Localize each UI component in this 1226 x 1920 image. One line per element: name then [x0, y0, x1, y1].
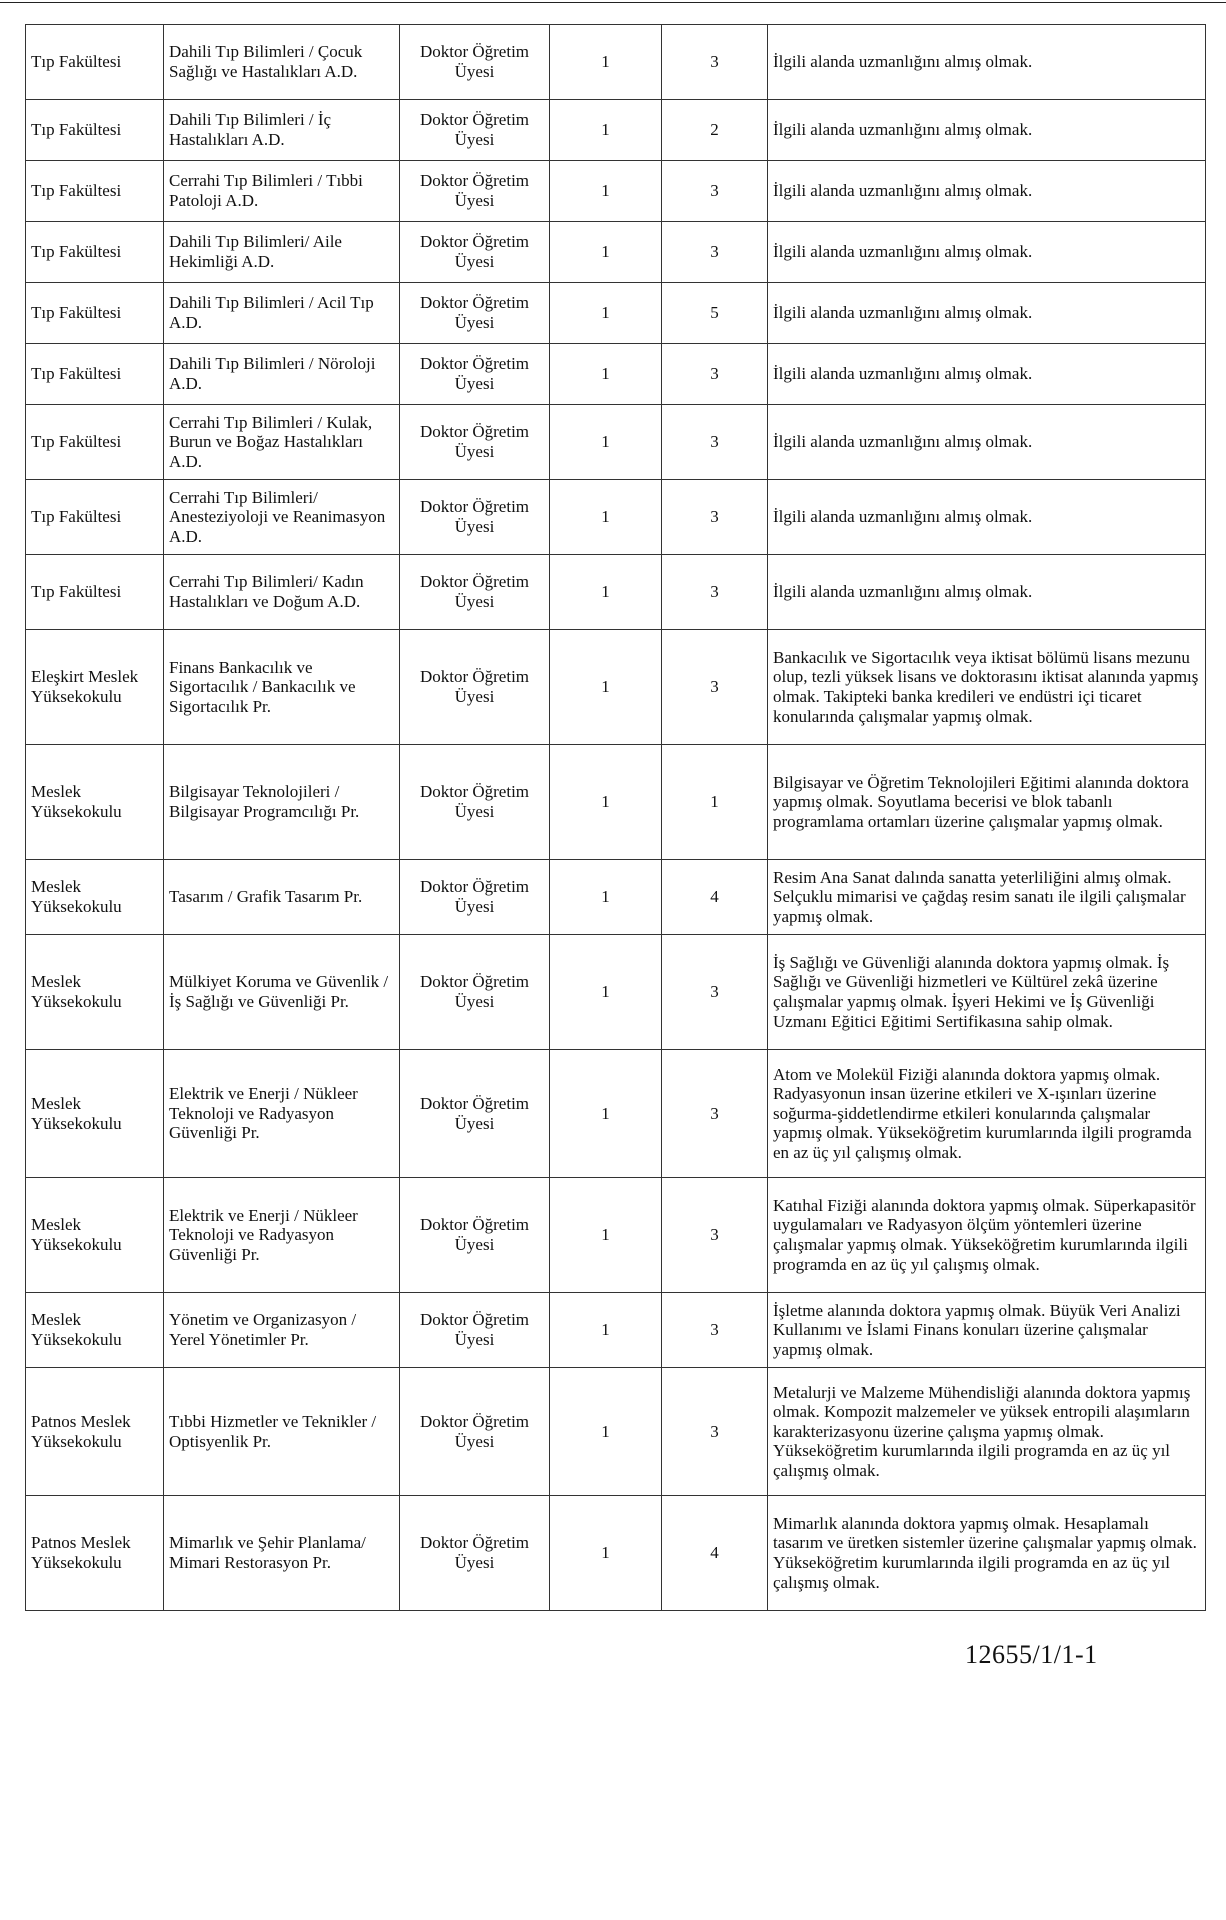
requirement-cell: Bilgisayar ve Öğretim Teknolojileri Eğitimi alanında doktora yapmış olmak. Soyutlama becerisi ve blok tabanlı programlama ortamları üzerine çalışmalar yapmış olmak. — [768, 745, 1206, 860]
faculty-cell: Meslek Yüksekokulu — [26, 860, 164, 935]
faculty-cell: Eleşkirt Meslek Yüksekokulu — [26, 630, 164, 745]
department-cell: Cerrahi Tıp Bilimleri/ Kadın Hastalıkları ve Doğum A.D. — [164, 555, 400, 630]
requirement-cell: İlgili alanda uzmanlığını almış olmak. — [768, 344, 1206, 405]
department-cell: Dahili Tıp Bilimleri / İç Hastalıkları A.D. — [164, 100, 400, 161]
requirement-cell: İlgili alanda uzmanlığını almış olmak. — [768, 100, 1206, 161]
kadro-cell: 3 — [662, 1050, 768, 1178]
kadro-cell: 3 — [662, 161, 768, 222]
table-row — [26, 161, 1206, 222]
count-cell: 1 — [550, 630, 662, 745]
faculty-cell: Tıp Fakültesi — [26, 222, 164, 283]
count-cell: 1 — [550, 100, 662, 161]
faculty-cell: Tıp Fakültesi — [26, 161, 164, 222]
department-cell: Tasarım / Grafik Tasarım Pr. — [164, 860, 400, 935]
count-cell: 1 — [550, 860, 662, 935]
faculty-cell: Tıp Fakültesi — [26, 555, 164, 630]
count-cell: 1 — [550, 480, 662, 555]
table-row — [26, 935, 1206, 1050]
count-cell: 1 — [550, 1368, 662, 1496]
table-row — [26, 480, 1206, 555]
title-cell: Doktor Öğretim Üyesi — [400, 161, 550, 222]
count-cell: 1 — [550, 161, 662, 222]
faculty-cell: Patnos Meslek Yüksekokulu — [26, 1368, 164, 1496]
faculty-cell: Tıp Fakültesi — [26, 480, 164, 555]
requirement-cell: Metalurji ve Malzeme Mühendisliği alanında doktora yapmış olmak. Kompozit malzemeler ve yüksek entropili alaşımların karakterizasyonu üzerine çalışma yapmış olmak. Yükseköğretim kurumlarında ilgili programda en az üç yıl çalışmış olmak. — [768, 1368, 1206, 1496]
table-row — [26, 1050, 1206, 1178]
title-cell: Doktor Öğretim Üyesi — [400, 745, 550, 860]
table-row — [26, 100, 1206, 161]
table-row — [26, 860, 1206, 935]
table-row — [26, 1496, 1206, 1611]
requirement-cell: İlgili alanda uzmanlığını almış olmak. — [768, 222, 1206, 283]
count-cell: 1 — [550, 745, 662, 860]
faculty-cell: Tıp Fakültesi — [26, 344, 164, 405]
kadro-cell: 4 — [662, 860, 768, 935]
department-cell: Mimarlık ve Şehir Planlama/ Mimari Restorasyon Pr. — [164, 1496, 400, 1611]
title-cell: Doktor Öğretim Üyesi — [400, 935, 550, 1050]
kadro-cell: 5 — [662, 283, 768, 344]
count-cell: 1 — [550, 222, 662, 283]
requirement-cell: Bankacılık ve Sigortacılık veya iktisat bölümü lisans mezunu olup, tezli yüksek lisans ve doktorasını iktisat alanında yapmış olmak. Takipteki banka kredileri ve endüstri içi ticaret konularında çalışmalar yapmış olmak. — [768, 630, 1206, 745]
count-cell: 1 — [550, 935, 662, 1050]
requirement-cell: İşletme alanında doktora yapmış olmak. Büyük Veri Analizi Kullanımı ve İslami Finans konuları üzerine çalışmalar yapmış olmak. — [768, 1293, 1206, 1368]
department-cell: Elektrik ve Enerji / Nükleer Teknoloji ve Radyasyon Güvenliği Pr. — [164, 1178, 400, 1293]
title-cell: Doktor Öğretim Üyesi — [400, 555, 550, 630]
position-table — [25, 24, 1206, 1611]
department-cell: Dahili Tıp Bilimleri / Nöroloji A.D. — [164, 344, 400, 405]
count-cell: 1 — [550, 1496, 662, 1611]
department-cell: Bilgisayar Teknolojileri / Bilgisayar Programcılığı Pr. — [164, 745, 400, 860]
requirement-cell: İlgili alanda uzmanlığını almış olmak. — [768, 480, 1206, 555]
requirement-cell: İlgili alanda uzmanlığını almış olmak. — [768, 405, 1206, 480]
table-row — [26, 405, 1206, 480]
faculty-cell: Patnos Meslek Yüksekokulu — [26, 1496, 164, 1611]
count-cell: 1 — [550, 1178, 662, 1293]
table-row — [26, 1178, 1206, 1293]
faculty-cell: Tıp Fakültesi — [26, 405, 164, 480]
requirement-cell: İlgili alanda uzmanlığını almış olmak. — [768, 555, 1206, 630]
department-cell: Mülkiyet Koruma ve Güvenlik / İş Sağlığı ve Güvenliği Pr. — [164, 935, 400, 1050]
requirement-cell: İlgili alanda uzmanlığını almış olmak. — [768, 283, 1206, 344]
kadro-cell: 3 — [662, 1178, 768, 1293]
faculty-cell: Meslek Yüksekokulu — [26, 745, 164, 860]
faculty-cell: Tıp Fakültesi — [26, 283, 164, 344]
faculty-cell: Tıp Fakültesi — [26, 100, 164, 161]
kadro-cell: 3 — [662, 25, 768, 100]
department-cell: Dahili Tıp Bilimleri/ Aile Hekimliği A.D. — [164, 222, 400, 283]
top-rule — [0, 2, 1226, 3]
table-row — [26, 344, 1206, 405]
department-cell: Dahili Tıp Bilimleri / Acil Tıp A.D. — [164, 283, 400, 344]
department-cell: Cerrahi Tıp Bilimleri/ Anesteziyoloji ve Reanimasyon A.D. — [164, 480, 400, 555]
table-row — [26, 630, 1206, 745]
title-cell: Doktor Öğretim Üyesi — [400, 860, 550, 935]
title-cell: Doktor Öğretim Üyesi — [400, 480, 550, 555]
count-cell: 1 — [550, 283, 662, 344]
requirement-cell: Atom ve Molekül Fiziği alanında doktora yapmış olmak. Radyasyonun insan üzerine etkileri ve X-ışınları üzerine soğurma-şiddetlendirme etkileri konularında çalışmalar yapmış olmak. Yükseköğretim kurumlarında ilgili programda en az üç yıl çalışmış olmak. — [768, 1050, 1206, 1178]
count-cell: 1 — [550, 1293, 662, 1368]
count-cell: 1 — [550, 344, 662, 405]
title-cell: Doktor Öğretim Üyesi — [400, 405, 550, 480]
requirement-cell: İş Sağlığı ve Güvenliği alanında doktora yapmış olmak. İş Sağlığı ve Güvenliği hizmetleri ve Kültürel zekâ üzerine çalışmalar yapmış olmak. İşyeri Hekimi ve İş Güvenliği Uzmanı Eğitici Eğitimi Sertifikasına sahip olmak. — [768, 935, 1206, 1050]
kadro-cell: 3 — [662, 480, 768, 555]
kadro-cell: 3 — [662, 935, 768, 1050]
count-cell: 1 — [550, 405, 662, 480]
table-row — [26, 283, 1206, 344]
kadro-cell: 3 — [662, 1293, 768, 1368]
title-cell: Doktor Öğretim Üyesi — [400, 1368, 550, 1496]
requirement-cell: İlgili alanda uzmanlığını almış olmak. — [768, 161, 1206, 222]
table-row — [26, 745, 1206, 860]
kadro-cell: 2 — [662, 100, 768, 161]
kadro-cell: 3 — [662, 630, 768, 745]
title-cell: Doktor Öğretim Üyesi — [400, 1178, 550, 1293]
department-cell: Cerrahi Tıp Bilimleri / Kulak, Burun ve Boğaz Hastalıkları A.D. — [164, 405, 400, 480]
count-cell: 1 — [550, 25, 662, 100]
requirement-cell: İlgili alanda uzmanlığını almış olmak. — [768, 25, 1206, 100]
kadro-cell: 3 — [662, 222, 768, 283]
title-cell: Doktor Öğretim Üyesi — [400, 283, 550, 344]
requirement-cell: Resim Ana Sanat dalında sanatta yeterliliğini almış olmak. Selçuklu mimarisi ve çağdaş resim sanatı ile ilgili çalışmalar yapmış olmak. — [768, 860, 1206, 935]
requirement-cell: Mimarlık alanında doktora yapmış olmak. Hesaplamalı tasarım ve üretken sistemler üzerine çalışmalar yapmış olmak. Yükseköğretim kurumlarında ilgili programda en az üç yıl çalışmış olmak. — [768, 1496, 1206, 1611]
table-row — [26, 1368, 1206, 1496]
title-cell: Doktor Öğretim Üyesi — [400, 1293, 550, 1368]
department-cell: Finans Bankacılık ve Sigortacılık / Bankacılık ve Sigortacılık Pr. — [164, 630, 400, 745]
count-cell: 1 — [550, 1050, 662, 1178]
faculty-cell: Tıp Fakültesi — [26, 25, 164, 100]
faculty-cell: Meslek Yüksekokulu — [26, 1178, 164, 1293]
kadro-cell: 3 — [662, 344, 768, 405]
title-cell: Doktor Öğretim Üyesi — [400, 100, 550, 161]
requirement-cell: Katıhal Fiziği alanında doktora yapmış olmak. Süperkapasitör uygulamaları ve Radyasyon ölçüm yöntemleri üzerine çalışmalar yapmış olmak. Yükseköğretim kurumlarında ilgili programda en az üç yıl çalışmış olmak. — [768, 1178, 1206, 1293]
department-cell: Cerrahi Tıp Bilimleri / Tıbbi Patoloji A.D. — [164, 161, 400, 222]
title-cell: Doktor Öğretim Üyesi — [400, 1050, 550, 1178]
kadro-cell: 3 — [662, 555, 768, 630]
faculty-cell: Meslek Yüksekokulu — [26, 935, 164, 1050]
title-cell: Doktor Öğretim Üyesi — [400, 222, 550, 283]
kadro-cell: 4 — [662, 1496, 768, 1611]
kadro-cell: 3 — [662, 1368, 768, 1496]
title-cell: Doktor Öğretim Üyesi — [400, 25, 550, 100]
department-cell: Tıbbi Hizmetler ve Teknikler / Optisyenlik Pr. — [164, 1368, 400, 1496]
department-cell: Yönetim ve Organizasyon / Yerel Yönetimler Pr. — [164, 1293, 400, 1368]
faculty-cell: Meslek Yüksekokulu — [26, 1050, 164, 1178]
title-cell: Doktor Öğretim Üyesi — [400, 1496, 550, 1611]
department-cell: Elektrik ve Enerji / Nükleer Teknoloji ve Radyasyon Güvenliği Pr. — [164, 1050, 400, 1178]
table-row — [26, 222, 1206, 283]
reference-number: 12655/1/1-1 — [965, 1640, 1098, 1669]
table-row — [26, 555, 1206, 630]
position-table-body — [26, 25, 1206, 1611]
table-row — [26, 25, 1206, 100]
faculty-cell: Meslek Yüksekokulu — [26, 1293, 164, 1368]
count-cell: 1 — [550, 555, 662, 630]
kadro-cell: 3 — [662, 405, 768, 480]
title-cell: Doktor Öğretim Üyesi — [400, 344, 550, 405]
kadro-cell: 1 — [662, 745, 768, 860]
department-cell: Dahili Tıp Bilimleri / Çocuk Sağlığı ve Hastalıkları A.D. — [164, 25, 400, 100]
title-cell: Doktor Öğretim Üyesi — [400, 630, 550, 745]
table-row — [26, 1293, 1206, 1368]
